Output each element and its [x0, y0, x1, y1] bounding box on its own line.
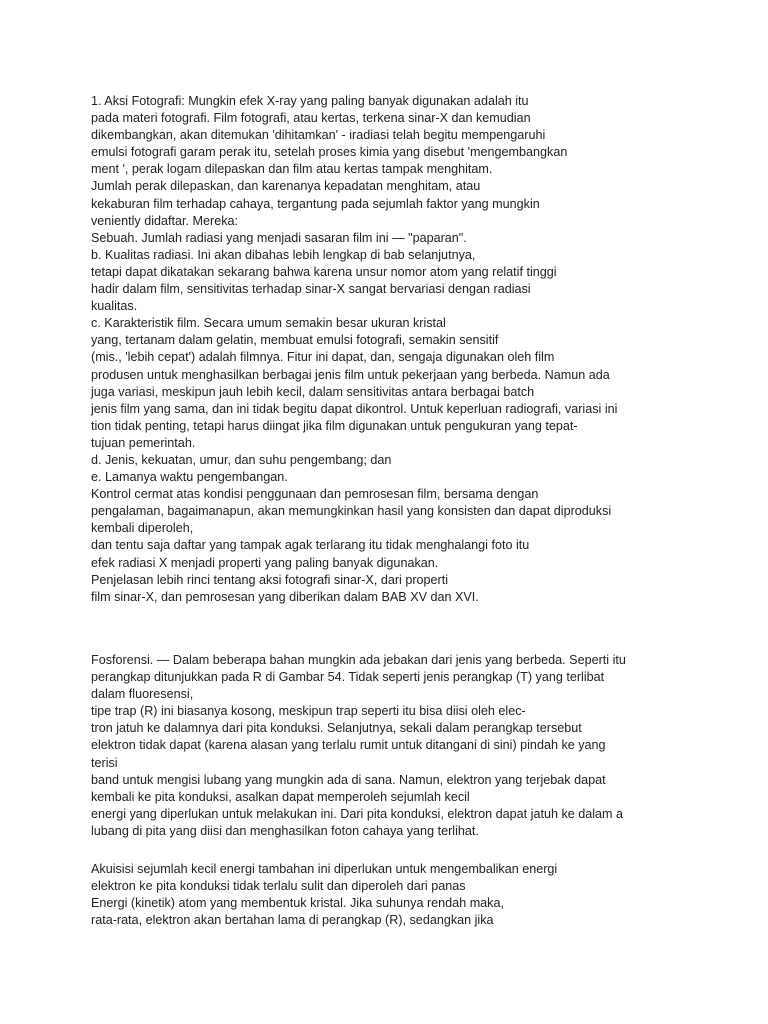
text-line: band untuk mengisi lubang yang mungkin ada di sana. Namun, elektron yang terjebak dapat: [91, 772, 606, 787]
text-line: Jumlah perak dilepaskan, dan karenanya kepadatan menghitam, atau: [91, 179, 481, 194]
text-line: tujuan pemerintah.: [91, 435, 196, 450]
text-line: Kontrol cermat atas kondisi penggunaan dan pemrosesan film, bersama dengan: [91, 487, 539, 502]
text-line: perangkap ditunjukkan pada R di Gambar 54. Tidak seperti jenis perangkap (T) yang terlibat: [91, 670, 605, 685]
text-line: elektron ke pita konduksi tidak terlalu sulit dan diperoleh dari panas: [91, 879, 466, 894]
text-line: jenis film yang sama, dan ini tidak begitu dapat dikontrol. Untuk keperluan radiografi, variasi ini: [91, 401, 618, 416]
text-line: terisi: [91, 755, 118, 770]
text-line: rata-rata, elektron akan bertahan lama di perangkap (R), sedangkan jika: [91, 913, 494, 928]
text-line: e. Lamanya waktu pengembangan.: [91, 470, 288, 485]
text-line: d. Jenis, kekuatan, umur, dan suhu pengembang; dan: [91, 452, 392, 467]
text-line: (mis., 'lebih cepat') adalah filmnya. Fitur ini dapat, dan, sengaja digunakan oleh film: [91, 350, 555, 365]
text-line: energi yang diperlukan untuk melakukan ini. Dari pita konduksi, elektron dapat jatuh ke dalam a: [91, 806, 624, 821]
text-line: efek radiasi X menjadi properti yang paling banyak digunakan.: [91, 555, 439, 570]
text-line: lubang di pita yang diisi dan menghasilkan foton cahaya yang terlihat.: [91, 823, 479, 838]
text-line: kembali diperoleh,: [91, 521, 194, 536]
text-line: tetapi dapat dikatakan sekarang bahwa karena unsur nomor atom yang relatif tinggi: [91, 264, 557, 279]
text-line: Sebuah. Jumlah radiasi yang menjadi sasaran film ini — "paparan".: [91, 230, 467, 245]
text-line: c. Karakteristik film. Secara umum semakin besar ukuran kristal: [91, 316, 446, 331]
text-line: emulsi fotografi garam perak itu, setelah proses kimia yang disebut 'mengembangkan: [91, 145, 568, 160]
text-line: 1. Aksi Fotografi: Mungkin efek X-ray yang paling banyak digunakan adalah itu: [91, 94, 529, 108]
text-line: Energi (kinetik) atom yang membentuk kristal. Jika suhunya rendah maka,: [91, 896, 504, 911]
text-line: ment ', perak logam dilepaskan dan film atau kertas tampak menghitam.: [91, 162, 493, 177]
text-line: dikembangkan, akan ditemukan 'dihitamkan' - iradiasi telah begitu mempengaruhi: [91, 128, 546, 143]
text-line: veniently didaftar. Mereka:: [91, 213, 239, 228]
text-line: pada materi fotografi. Film fotografi, atau kertas, terkena sinar-X dan kemudian: [91, 111, 531, 126]
paragraph-phosphorescence: [91, 652, 731, 840]
paragraph-photographic-action: [91, 93, 731, 606]
text-line: Fosforensi. — Dalam beberapa bahan mungkin ada jebakan dari jenis yang berbeda. Seperti itu: [91, 653, 626, 667]
text-line: kembali ke pita konduksi, asalkan dapat memperoleh sejumlah kecil: [91, 789, 470, 804]
text-line: pengalaman, bagaimanapun, akan memungkinkan hasil yang konsisten dan dapat diproduksi: [91, 504, 612, 519]
text-line: elektron tidak dapat (karena alasan yang terlalu rumit untuk ditangani di sini) pindah ke yang: [91, 738, 606, 753]
text-line: tron jatuh ke dalamnya dari pita konduksi. Selanjutnya, sekali dalam perangkap tersebut: [91, 721, 582, 736]
text-line: yang, tertanam dalam gelatin, membuat emulsi fotografi, semakin sensitif: [91, 333, 499, 348]
paragraph-energy-acquisition: [91, 861, 731, 929]
text-line: hadir dalam film, sensitivitas terhadap sinar-X sangat bervariasi dengan radiasi: [91, 282, 531, 297]
text-line: dan tentu saja daftar yang tampak agak terlarang itu tidak menghalangi foto itu: [91, 538, 530, 553]
text-line: kualitas.: [91, 299, 138, 314]
text-line: film sinar-X, dan pemrosesan yang diberikan dalam BAB XV dan XVI.: [91, 589, 479, 604]
text-line: b. Kualitas radiasi. Ini akan dibahas lebih lengkap di bab selanjutnya,: [91, 247, 476, 262]
text-line: Penjelasan lebih rinci tentang aksi fotografi sinar-X, dari properti: [91, 572, 449, 587]
text-line: tion tidak penting, tetapi harus diingat jika film digunakan untuk pengukuran yang tepat-: [91, 418, 578, 433]
text-line: kekaburan film terhadap cahaya, tergantung pada sejumlah faktor yang mungkin: [91, 196, 540, 211]
text-line: tipe trap (R) ini biasanya kosong, meskipun trap seperti itu bisa diisi oleh elec-: [91, 704, 526, 719]
text-line: produsen untuk menghasilkan berbagai jenis film untuk pekerjaan yang berbeda. Namun ada: [91, 367, 610, 382]
text-line: juga variasi, meskipun jauh lebih kecil, dalam sensitivitas antara berbagai batch: [91, 384, 535, 399]
text-line: dalam fluoresensi,: [91, 687, 194, 702]
text-line: Akuisisi sejumlah kecil energi tambahan ini diperlukan untuk mengembalikan energi: [91, 862, 558, 876]
